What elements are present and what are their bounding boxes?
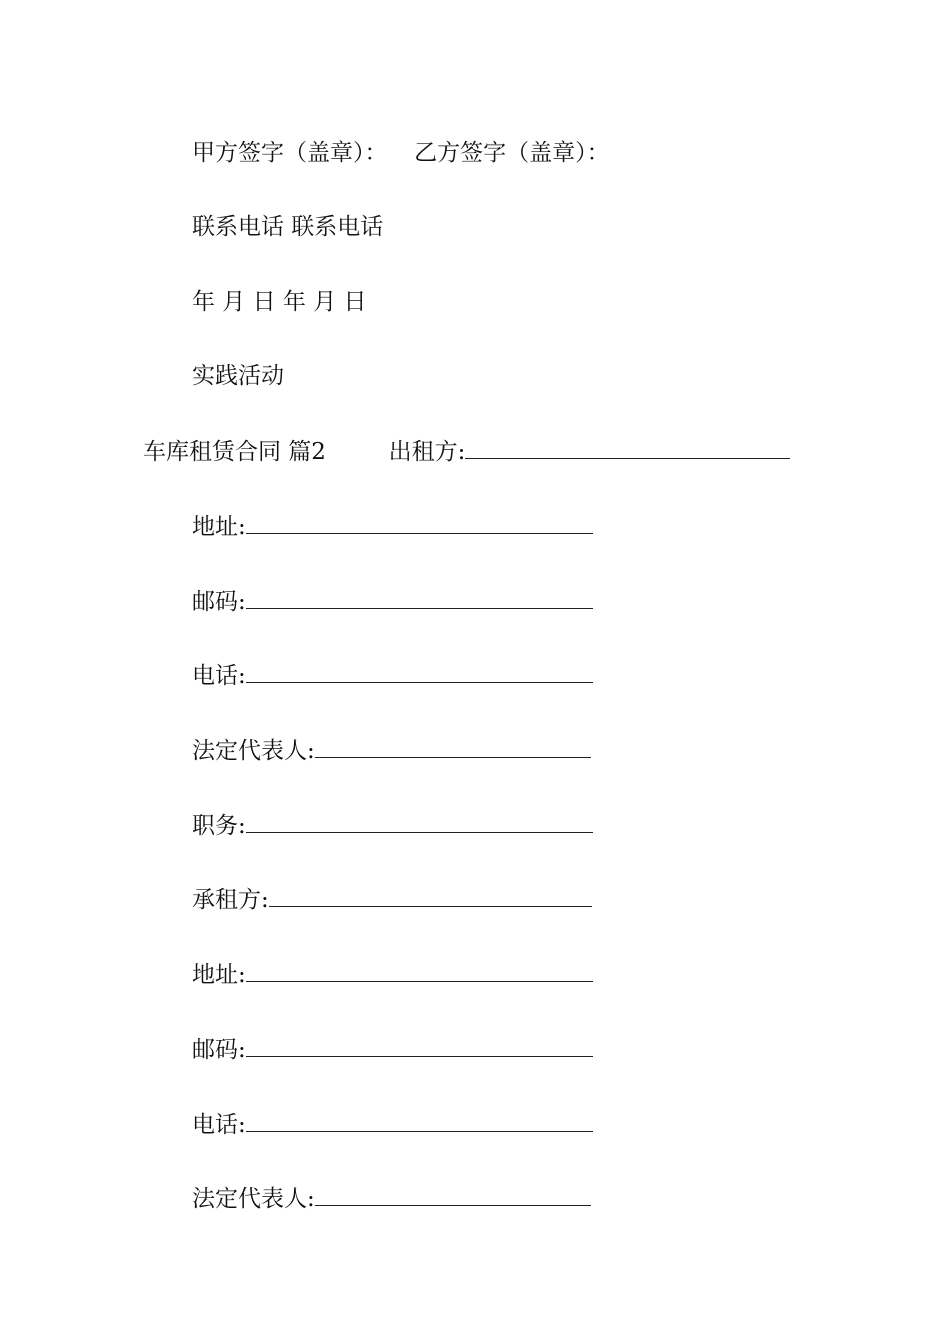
lessee-legal-rep-row: [192, 1183, 591, 1214]
section-tag: 实践活动: [192, 363, 284, 389]
lessee-blank: [269, 884, 592, 907]
lessee-phone-blank: [246, 1109, 593, 1132]
lessee-legal-rep-label: 法定代表人:: [192, 1186, 315, 1212]
lessor-legal-rep-label: 法定代表人:: [192, 738, 315, 764]
lessor-address-blank: [246, 511, 593, 534]
lessor-postcode-label: 邮码:: [192, 589, 246, 615]
lessee-phone-label: 电话:: [192, 1112, 246, 1138]
lessor-phone-blank: [246, 660, 593, 683]
lessor-address-label: 地址:: [192, 514, 246, 540]
lessor-postcode-row: [192, 586, 593, 617]
signature-line: [192, 138, 610, 168]
lessee-phone-row: [192, 1109, 593, 1140]
lessor-legal-rep-row: [192, 735, 591, 766]
lessor-position-label: 职务:: [192, 813, 246, 839]
lessor-phone-label: 电话:: [192, 663, 246, 689]
lessee-row: [192, 884, 592, 915]
date-line: 年 月 日 年 月 日: [192, 289, 367, 315]
party-a-signature-label: 甲方签字（盖章）：: [192, 140, 388, 166]
lessee-postcode-blank: [246, 1034, 593, 1057]
lessee-address-label: 地址:: [192, 962, 246, 988]
lessor-position-row: [192, 810, 593, 841]
contract-title: 车库租赁合同 篇2: [143, 439, 326, 465]
lessor-legal-rep-blank: [315, 735, 591, 758]
phone-line: 联系电话 联系电话: [192, 214, 384, 240]
party-b-signature-label: 乙方签字（盖章）：: [414, 140, 610, 166]
lessor-position-blank: [246, 810, 593, 833]
lessor-postcode-blank: [246, 586, 593, 609]
lessor-phone-row: [192, 660, 593, 691]
lessee-postcode-label: 邮码:: [192, 1037, 246, 1063]
lessor-address-row: [192, 511, 593, 542]
lessor-blank: [465, 436, 790, 459]
lessee-label: 承租方:: [192, 887, 269, 913]
contract-heading: [143, 436, 790, 467]
lessor-label: 出租方:: [388, 439, 466, 465]
lessee-legal-rep-blank: [315, 1183, 591, 1206]
lessee-postcode-row: [192, 1034, 593, 1065]
lessee-address-row: [192, 959, 593, 990]
lessee-address-blank: [246, 959, 593, 982]
